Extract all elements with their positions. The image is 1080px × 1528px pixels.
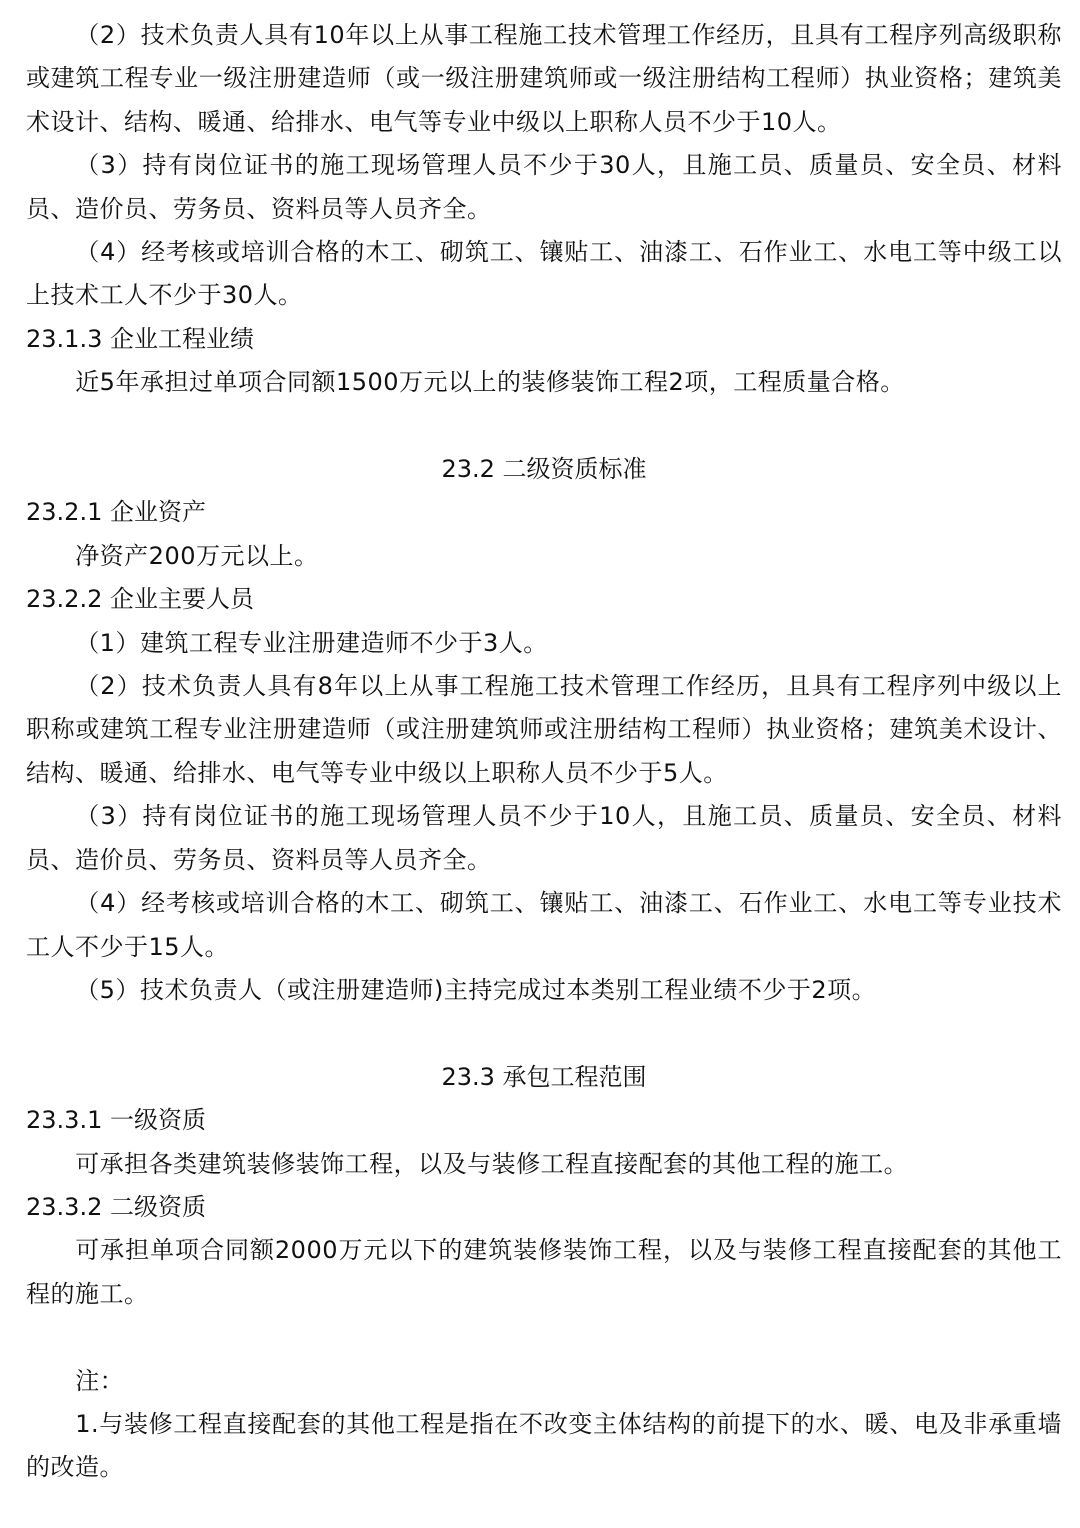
subsection-heading: 23.2.2 企业主要人员 (26, 585, 254, 614)
paragraph: 近5年承担过单项合同额1500万元以上的装修装饰工程2项，工程质量合格。 (75, 368, 905, 397)
paragraph: 净资产200万元以上。 (75, 541, 319, 570)
spacer (26, 1316, 1062, 1359)
document-page (26, 14, 1062, 1490)
section-title: 23.3 承包工程范围 (441, 1062, 647, 1091)
paragraph: （2）技术负责人具有10年以上从事工程施工技术管理工作经历，且具有工程序列高级职称或建筑工程专业一级注册建造师（或一级注册建筑师或一级注册结构工程师）执业资格；建筑美术设计、结构、暖通、给排水、电气等专业中级以上职称人员不少于10人。 (26, 21, 1062, 136)
spacer (26, 405, 1062, 448)
paragraph: 可承担单项合同额2000万元以下的建筑装修装饰工程，以及与装修工程直接配套的其他工程的施工。 (26, 1236, 1062, 1308)
paragraph: 可承担各类建筑装修装饰工程，以及与装修工程直接配套的其他工程的施工。 (75, 1149, 909, 1178)
section-title: 23.2 二级资质标准 (441, 455, 647, 484)
paragraph: （4）经考核或培训合格的木工、砌筑工、镶贴工、油漆工、石作业工、水电工等专业技术工人不少于15人。 (26, 889, 1062, 961)
subsection-heading: 23.1.3 企业工程业绩 (26, 324, 254, 353)
subsection-heading: 23.2.1 企业资产 (26, 498, 206, 527)
subsection-heading: 23.3.2 二级资质 (26, 1192, 206, 1221)
paragraph: （1）建筑工程专业注册建造师不少于3人。 (75, 628, 548, 657)
paragraph: （5）技术负责人（或注册建造师)主持完成过本类别工程业绩不少于2项。 (75, 975, 877, 1004)
spacer (26, 1012, 1062, 1055)
paragraph: （2）技术负责人具有8年以上从事工程施工技术管理工作经历，且具有工程序列中级以上职称或建筑工程专业注册建造师（或注册建筑师或注册结构工程师）执业资格；建筑美术设计、结构、暖通、给排水、电气等专业中级以上职称人员不少于5人。 (26, 672, 1062, 787)
paragraph: （3）持有岗位证书的施工现场管理人员不少于10人，且施工员、质量员、安全员、材料员、造价员、劳务员、资料员等人员齐全。 (26, 802, 1062, 874)
subsection-heading: 23.3.1 一级资质 (26, 1106, 206, 1135)
note-item: 1.与装修工程直接配套的其他工程是指在不改变主体结构的前提下的水、暖、电及非承重墙的改造。 (26, 1409, 1062, 1482)
note-label: 注： (75, 1366, 125, 1395)
paragraph: （4）经考核或培训合格的木工、砌筑工、镶贴工、油漆工、石作业工、水电工等中级工以上技术工人不少于30人。 (26, 238, 1062, 310)
paragraph: （3）持有岗位证书的施工现场管理人员不少于30人，且施工员、质量员、安全员、材料员、造价员、劳务员、资料员等人员齐全。 (26, 151, 1062, 223)
